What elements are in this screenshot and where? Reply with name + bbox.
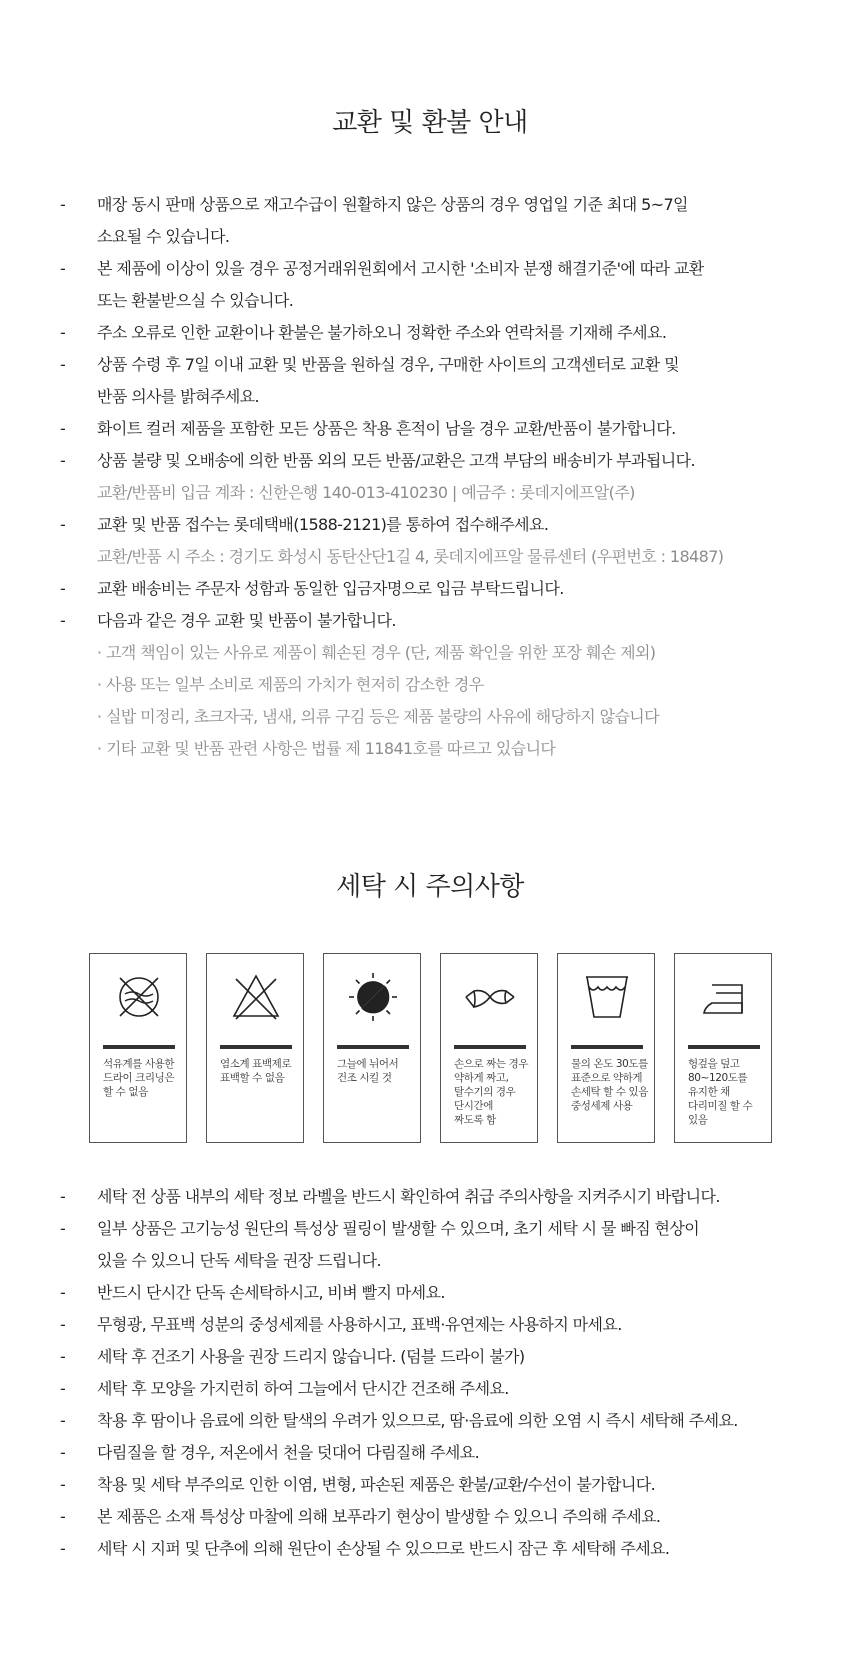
list-item-text: 상품 불량 및 오배송에 의한 반품 외의 모든 반품/교환은 고객 부담의 배송비가 부과됩니다. — [97, 451, 695, 470]
list-bullet: - — [60, 195, 66, 214]
list-item-text: · 기타 교환 및 반품 관련 사항은 법률 제 11841호를 따르고 있습니다 — [97, 739, 556, 758]
list-item-text: 착용 후 땀이나 음료에 의한 탈색의 우려가 있으므로, 땀·음료에 의한 오염 시 즉시 세탁해 주세요. — [97, 1411, 738, 1430]
list-item — [0, 1341, 860, 1373]
list-item — [0, 701, 860, 733]
list-item-text: 반품 의사를 밝혀주세요. — [97, 387, 260, 406]
care-label-icons — [89, 953, 771, 1143]
list-item — [0, 1373, 860, 1405]
list-bullet: - — [60, 419, 66, 438]
card-divider — [571, 1045, 643, 1049]
care-caption: 그늘에 뉘어서 건조 시킬 것 — [337, 1058, 399, 1084]
list-bullet: - — [60, 1283, 66, 1302]
care-caption: 석유계를 사용한 드라이 크리닝은 할 수 없음 — [103, 1058, 175, 1098]
list-item — [0, 1437, 860, 1469]
list-item-text: 다림질을 할 경우, 저온에서 천을 덧대어 다림질해 주세요. — [97, 1443, 480, 1462]
list-item — [0, 1245, 860, 1277]
list-bullet: - — [60, 1219, 66, 1238]
care-caption: 물의 온도 30도를 표준으로 약하게 손세탁 할 수 있음 중성세제 사용 — [571, 1058, 649, 1112]
care-card-iron — [674, 953, 772, 1143]
list-item-text: 또는 환불받으실 수 있습니다. — [97, 291, 294, 310]
list-item — [0, 637, 860, 669]
list-item — [0, 1501, 860, 1533]
list-item — [0, 1181, 860, 1213]
list-item-text: 반드시 단시간 단독 손세탁하시고, 비벼 빨지 마세요. — [97, 1283, 445, 1302]
list-item — [0, 1405, 860, 1437]
list-bullet: - — [60, 355, 66, 374]
care-caption: 손으로 짜는 경우 약하게 짜고, 탈수기의 경우 단시간에 짜도록 함 — [454, 1058, 529, 1126]
list-bullet: - — [60, 1411, 66, 1430]
card-divider — [103, 1045, 175, 1049]
list-bullet: - — [60, 1443, 66, 1462]
list-item — [0, 317, 860, 349]
washing-notice-list — [0, 1181, 860, 1565]
list-bullet: - — [60, 1475, 66, 1494]
iron-icon — [696, 969, 752, 1025]
list-item — [0, 285, 860, 317]
list-item-text: 주소 오류로 인한 교환이나 환불은 불가하오니 정확한 주소와 연락처를 기재해 주세요. — [97, 323, 667, 342]
hand-wring-icon — [462, 969, 518, 1025]
list-item — [0, 253, 860, 285]
list-item — [0, 349, 860, 381]
list-item — [0, 381, 860, 413]
list-bullet: - — [60, 1347, 66, 1366]
list-item — [0, 1277, 860, 1309]
list-item — [0, 733, 860, 765]
refund-notice-list — [0, 189, 860, 765]
list-item-text: 세탁 후 건조기 사용을 권장 드리지 않습니다. (덤블 드라이 불가) — [97, 1347, 525, 1366]
list-item — [0, 445, 860, 477]
care-card-hand-wring — [440, 953, 538, 1143]
no-dry-clean-icon — [111, 969, 167, 1025]
list-item — [0, 605, 860, 637]
card-divider — [220, 1045, 292, 1049]
list-item-text: 본 제품은 소재 특성상 마찰에 의해 보푸라기 현상이 발생할 수 있으니 주의해 주세요. — [97, 1507, 661, 1526]
washing-section-title: 세탁 시 주의사항 — [336, 872, 524, 902]
care-caption: 염소계 표백제로 표백할 수 없음 — [220, 1058, 292, 1084]
card-divider — [454, 1045, 526, 1049]
refund-section-title: 교환 및 환불 안내 — [332, 108, 528, 138]
list-item-text: 일부 상품은 고기능성 원단의 특성상 필링이 발생할 수 있으며, 초기 세탁 시 물 빠짐 현상이 — [97, 1219, 700, 1238]
shade-dry-icon — [345, 969, 401, 1025]
list-bullet: - — [60, 1187, 66, 1206]
list-item-text: 세탁 시 지퍼 및 단추에 의해 원단이 손상될 수 있으므로 반드시 잠근 후 세탁해 주세요. — [97, 1539, 670, 1558]
list-item-text: 본 제품에 이상이 있을 경우 공정거래위원회에서 고시한 '소비자 분쟁 해결기준'에 따라 교환 — [97, 259, 704, 278]
list-item-text: 상품 수령 후 7일 이내 교환 및 반품을 원하실 경우, 구매한 사이트의 고객센터로 교환 및 — [97, 355, 679, 374]
list-bullet: - — [60, 259, 66, 278]
care-caption: 헝겊을 덮고 80~120도를 유지한 채 다리미질 할 수 있음 — [688, 1058, 753, 1126]
list-item — [0, 413, 860, 445]
list-item — [0, 1469, 860, 1501]
care-card-no-dry-clean — [89, 953, 187, 1143]
list-bullet: - — [60, 579, 66, 598]
list-item — [0, 1533, 860, 1565]
list-bullet: - — [60, 611, 66, 630]
card-divider — [337, 1045, 409, 1049]
list-item — [0, 573, 860, 605]
hand-wash-icon — [579, 969, 635, 1025]
list-bullet: - — [60, 1379, 66, 1398]
list-item — [0, 1309, 860, 1341]
list-item — [0, 1213, 860, 1245]
no-bleach-icon — [228, 969, 284, 1025]
list-item-text: 교환/반품비 입금 계좌 : 신한은행 140-013-410230 | 예금주 : 롯데지에프알(주) — [97, 483, 635, 502]
list-item-text: · 실밥 미정리, 초크자국, 냄새, 의류 구김 등은 제품 불량의 사유에 해당하지 않습니다 — [97, 707, 660, 726]
list-bullet: - — [60, 1507, 66, 1526]
list-item-text: 착용 및 세탁 부주의로 인한 이염, 변형, 파손된 제품은 환불/교환/수선이 불가합니다. — [97, 1475, 656, 1494]
list-bullet: - — [60, 323, 66, 342]
list-item — [0, 669, 860, 701]
card-divider — [688, 1045, 760, 1049]
list-bullet: - — [60, 1539, 66, 1558]
list-item — [0, 509, 860, 541]
list-item-text: 매장 동시 판매 상품으로 재고수급이 원활하지 않은 상품의 경우 영업일 기준 최대 5~7일 — [97, 195, 688, 214]
list-bullet: - — [60, 451, 66, 470]
list-item-text: 세탁 전 상품 내부의 세탁 정보 라벨을 반드시 확인하여 취급 주의사항을 지켜주시기 바랍니다. — [97, 1187, 720, 1206]
list-item-text: 화이트 컬러 제품을 포함한 모든 상품은 착용 흔적이 남을 경우 교환/반품이 불가합니다. — [97, 419, 676, 438]
list-bullet: - — [60, 1315, 66, 1334]
list-item — [0, 189, 860, 221]
list-item-text: 소요될 수 있습니다. — [97, 227, 230, 246]
list-item-text: · 고객 책임이 있는 사유로 제품이 훼손된 경우 (단, 제품 확인을 위한 포장 훼손 제외) — [97, 643, 656, 662]
list-item-text: 교환/반품 시 주소 : 경기도 화성시 동탄산단1길 4, 롯데지에프알 물류센터 (우편번호 : 18487) — [97, 547, 724, 566]
list-item-text: 세탁 후 모양을 가지런히 하여 그늘에서 단시간 건조해 주세요. — [97, 1379, 509, 1398]
list-item-text: · 사용 또는 일부 소비로 제품의 가치가 현저히 감소한 경우 — [97, 675, 484, 694]
list-item-text: 교환 배송비는 주문자 성함과 동일한 입금자명으로 입금 부탁드립니다. — [97, 579, 564, 598]
care-card-shade-dry — [323, 953, 421, 1143]
list-item-text: 있을 수 있으니 단독 세탁을 권장 드립니다. — [97, 1251, 381, 1270]
list-item — [0, 221, 860, 253]
care-card-hand-wash — [557, 953, 655, 1143]
list-item — [0, 477, 860, 509]
list-item-text: 무형광, 무표백 성분의 중성세제를 사용하시고, 표백·유연제는 사용하지 마세요. — [97, 1315, 622, 1334]
list-item — [0, 541, 860, 573]
list-bullet: - — [60, 515, 66, 534]
list-item-text: 다음과 같은 경우 교환 및 반품이 불가합니다. — [97, 611, 396, 630]
list-item-text: 교환 및 반품 접수는 롯데택배(1588-2121)를 통하여 접수해주세요. — [97, 515, 549, 534]
care-card-no-bleach — [206, 953, 304, 1143]
